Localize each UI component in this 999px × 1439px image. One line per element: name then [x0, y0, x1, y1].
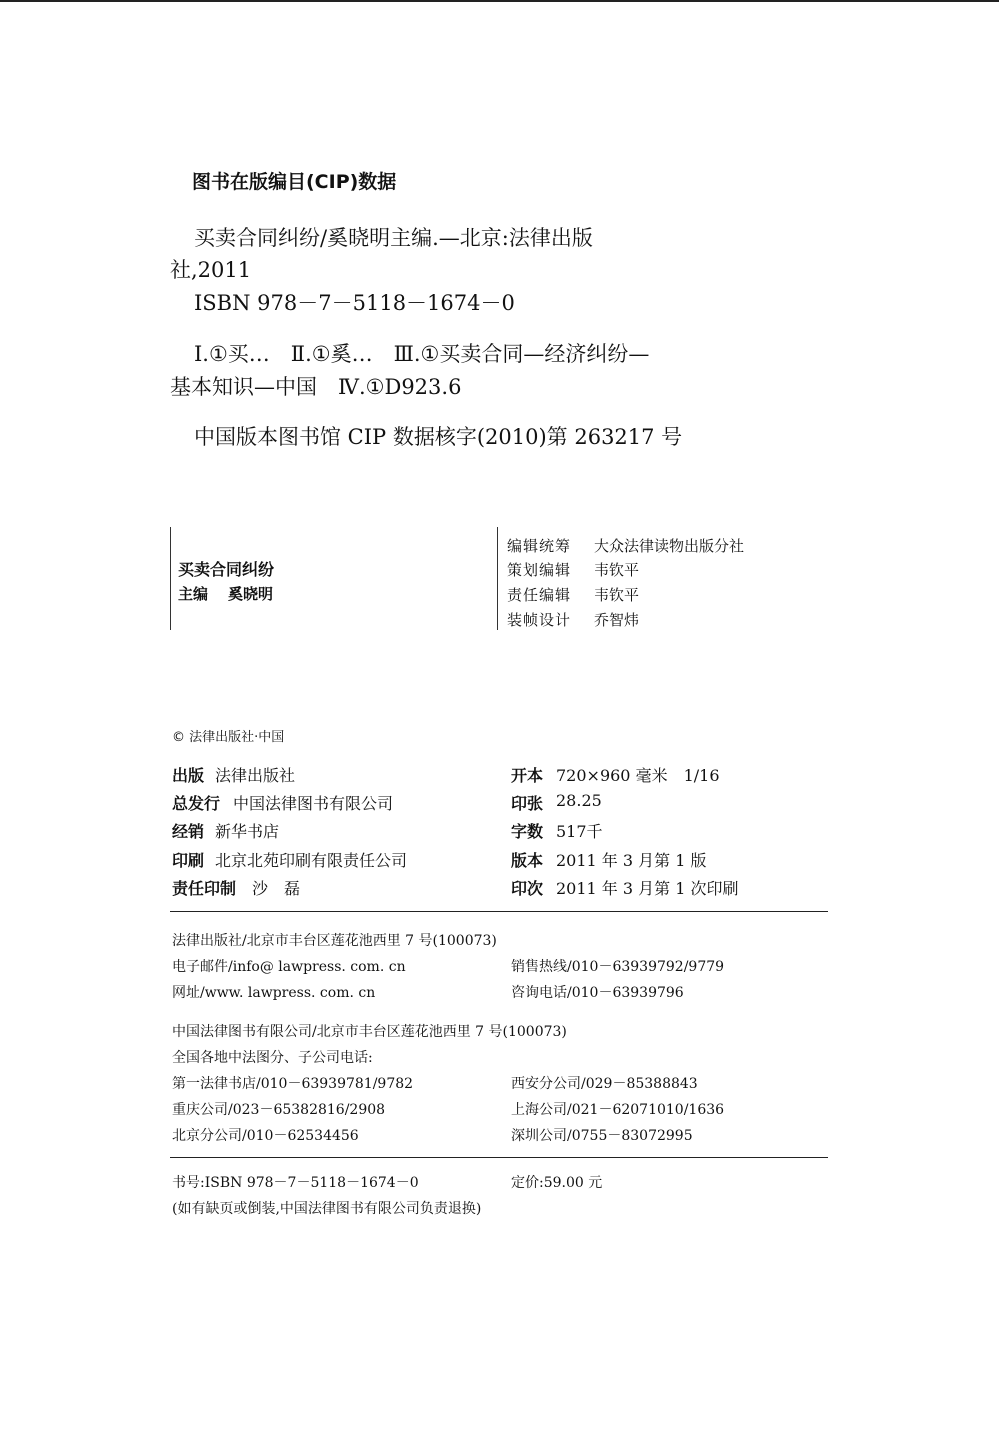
- pub-label: 开本: [511, 766, 544, 785]
- cip-isbn: ISBN 978－7－5118－1674－0: [194, 291, 515, 315]
- cip-classification-1: Ⅰ.①买… Ⅱ.①奚… Ⅲ.①买卖合同—经济纠纷—: [194, 342, 650, 366]
- branch-phone: 重庆公司/023－65382816/2908: [172, 1102, 386, 1118]
- pub-label: 经销: [172, 822, 205, 841]
- pub-label: 印张: [511, 794, 544, 813]
- press-website: 网址/www. lawpress. com. cn: [172, 985, 376, 1001]
- inquiry-phone: 咨询电话/010－63939796: [511, 985, 684, 1001]
- credit-label: 责任编辑: [507, 586, 572, 604]
- pub-value: 中国法律图书有限公司: [233, 794, 394, 813]
- branch-phone: 西安分公司/029－85388843: [511, 1076, 698, 1092]
- pub-value: 28.25: [556, 791, 602, 810]
- top-border: [0, 0, 999, 2]
- pub-label: 字数: [511, 822, 544, 841]
- branch-phone: 第一法律书店/010－63939781/9782: [172, 1076, 414, 1092]
- book-box-editor-name: 奚晓明: [228, 585, 274, 603]
- credit-value: 大众法律读物出版分社: [594, 537, 745, 555]
- book-number: 书号:ISBN 978－7－5118－1674－0: [172, 1175, 419, 1191]
- pub-label: 总发行: [172, 794, 221, 813]
- credit-value: 韦钦平: [594, 561, 640, 579]
- pub-value: 沙 磊: [252, 879, 301, 898]
- pub-value: 法律出版社: [215, 766, 296, 785]
- credits-left-rule: [497, 527, 498, 630]
- book-box-editor-label: 主编: [178, 585, 209, 603]
- pub-label: 印刷: [172, 851, 205, 870]
- sales-hotline: 销售热线/010－63939792/9779: [511, 959, 725, 975]
- press-email: 电子邮件/info@ lawpress. com. cn: [172, 959, 406, 975]
- pub-value: 新华书店: [215, 822, 280, 841]
- cip-classification-2: 基本知识—中国 Ⅳ.①D923.6: [170, 375, 462, 399]
- pub-value: 2011 年 3 月第 1 版: [556, 851, 707, 870]
- credit-label: 装帧设计: [507, 611, 572, 629]
- branch-phone: 深圳公司/0755－83072995: [511, 1128, 693, 1144]
- credit-label: 策划编辑: [507, 561, 572, 579]
- copyright-notice: © 法律出版社·中国: [172, 730, 285, 745]
- price: 定价:59.00 元: [511, 1175, 603, 1191]
- pub-label: 出版: [172, 766, 205, 785]
- branches-heading: 全国各地中法图分、子公司电话:: [172, 1050, 373, 1066]
- pub-label: 印次: [511, 879, 544, 898]
- book-box-title: 买卖合同纠纷: [178, 560, 275, 579]
- cip-title: 图书在版编目(CIP)数据: [192, 171, 397, 193]
- branch-phone: 北京分公司/010－62534456: [172, 1128, 359, 1144]
- credit-value: 乔智炜: [594, 611, 640, 629]
- press-address: 法律出版社/北京市丰台区莲花池西里 7 号(100073): [172, 933, 497, 949]
- cip-record-number: 中国版本图书馆 CIP 数据核字(2010)第 263217 号: [194, 425, 683, 449]
- return-notice: (如有缺页或倒装,中国法律图书有限公司负责退换): [172, 1201, 482, 1217]
- cip-publisher-line: 社,2011: [170, 258, 252, 282]
- divider: [170, 1157, 828, 1158]
- distributor-address: 中国法律图书有限公司/北京市丰台区莲花池西里 7 号(100073): [172, 1024, 567, 1040]
- credit-value: 韦钦平: [594, 586, 640, 604]
- branch-phone: 上海公司/021－62071010/1636: [511, 1102, 725, 1118]
- pub-value: 720×960 毫米 1/16: [556, 766, 720, 785]
- cip-title-line: 买卖合同纠纷/奚晓明主编.—北京:法律出版: [194, 226, 593, 250]
- pub-label: 责任印制: [172, 879, 237, 898]
- pub-value: 2011 年 3 月第 1 次印刷: [556, 879, 739, 898]
- pub-value: 517千: [556, 822, 603, 841]
- pub-label: 版本: [511, 851, 544, 870]
- divider: [170, 911, 828, 912]
- pub-value: 北京北苑印刷有限责任公司: [215, 851, 408, 870]
- book-box-left-rule: [170, 527, 171, 630]
- credit-label: 编辑统筹: [507, 537, 572, 555]
